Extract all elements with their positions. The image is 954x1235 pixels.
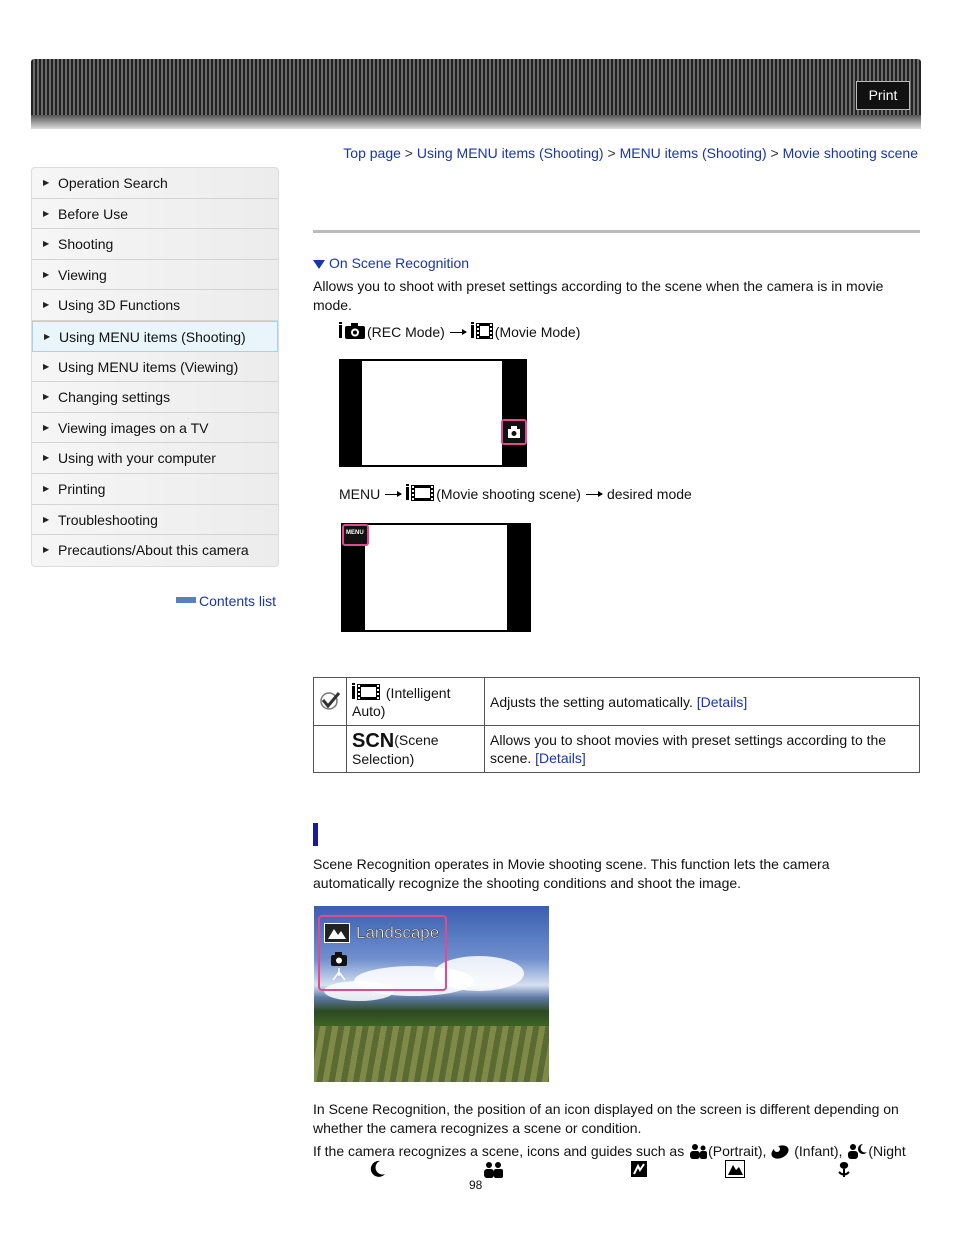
landscape-icon [324, 923, 350, 943]
intelligent-auto-icon [352, 683, 382, 701]
arrow-icon [385, 494, 401, 495]
table-row [314, 726, 920, 773]
mode-name-cell [347, 726, 485, 773]
sidebar-item-3d-functions[interactable] [32, 290, 278, 321]
sidebar-nav [31, 167, 279, 567]
step-menu-to-scene [339, 484, 692, 502]
sidebar-item-menu-viewing[interactable] [32, 352, 278, 383]
triangle-right-icon: ▶ [43, 208, 50, 218]
mode-desc: Allows you to shoot movies with preset settings according to the scene. [490, 732, 887, 766]
landscape-small-icon [725, 1160, 745, 1181]
mode-desc: Adjusts the setting automatically. [490, 693, 693, 710]
scene-recognition-text: Scene Recognition operates in Movie shooting scene. This function lets the camera automatically recognize the shooting conditions and shoot the image. [313, 856, 830, 891]
arrow-icon [586, 494, 602, 495]
contents-list-link[interactable] [176, 593, 276, 609]
camera-screen-menu [341, 523, 531, 632]
breadcrumb-separator: > [404, 145, 413, 161]
sidebar-item-viewing-tv[interactable] [32, 413, 278, 444]
camera-tripod-icon [329, 950, 351, 984]
triangle-right-icon: ▶ [43, 178, 50, 187]
sidebar-item-label: Viewing [58, 266, 107, 283]
checkmark-icon [319, 690, 341, 710]
triangle-right-icon: ▶ [43, 483, 50, 493]
camera-mode-button-icon [501, 419, 527, 445]
title-rule [313, 230, 920, 233]
recognize-text-part: If the camera recognizes a scene, icons and guides such as [313, 1143, 685, 1159]
triangle-right-icon: ▶ [43, 300, 50, 310]
details-link[interactable]: [Details] [696, 693, 748, 710]
on-scene-recognition-link[interactable] [313, 255, 469, 271]
portrait-icon [688, 1143, 708, 1159]
sidebar-item-label: Precautions/About this camera [58, 542, 249, 559]
sidebar-item-viewing[interactable] [32, 260, 278, 291]
landscape-photo [314, 906, 549, 1082]
sidebar-item-label: Printing [58, 480, 106, 497]
mode-desc-cell [485, 726, 920, 773]
sidebar-item-label: Using with your computer [58, 450, 216, 467]
infant-icon [770, 1143, 790, 1159]
triangle-right-icon: ▶ [43, 453, 50, 463]
recognize-text-part: (Night [868, 1143, 906, 1159]
recognize-text-part: (Infant), [794, 1143, 843, 1159]
movie-scene-icon [406, 484, 436, 502]
mode-name-line2: Auto) [352, 703, 386, 719]
contents-list-label: Contents list [199, 593, 277, 609]
sidebar-item-label: Viewing images on a TV [58, 419, 209, 436]
sidebar-item-label: Using MENU items (Shooting) [59, 328, 246, 345]
mode-desc-cell [485, 678, 920, 726]
night-portrait-icon [846, 1143, 868, 1159]
checkmark-cell [314, 726, 347, 773]
recognize-scene-text [313, 1142, 913, 1161]
landscape-label: Landscape [356, 923, 440, 942]
sidebar-item-operation-search[interactable] [32, 168, 278, 199]
breadcrumb-top-page[interactable]: Top page [343, 145, 401, 161]
sidebar-item-label: Changing settings [58, 389, 171, 406]
sidebar-item-label: Operation Search [58, 175, 168, 191]
breadcrumb-separator: > [607, 145, 616, 161]
breadcrumb-movie-shooting-scene[interactable]: Movie shooting scene [782, 145, 918, 161]
breadcrumb-using-menu-shooting[interactable]: Using MENU items (Shooting) [416, 145, 604, 161]
night-scene-icon [370, 1160, 386, 1181]
sidebar-item-label: Using MENU items (Viewing) [58, 358, 239, 375]
triangle-right-icon: ▶ [43, 269, 50, 279]
breadcrumb-separator: > [770, 145, 779, 161]
sidebar-item-label: Using 3D Functions [58, 297, 181, 314]
mode-name-line2: Selection) [352, 750, 415, 767]
camera-screen-rec-mode [339, 359, 527, 467]
sidebar-item-label: Shooting [58, 236, 114, 253]
scn-icon: SCN [352, 729, 395, 752]
details-link[interactable]: [Details] [535, 750, 586, 766]
movie-scene-label: (Movie shooting scene) [436, 486, 581, 502]
triangle-right-icon: ▶ [43, 239, 50, 249]
recognize-text-part: (Portrait), [708, 1143, 767, 1159]
sidebar-item-changing-settings[interactable] [32, 382, 278, 413]
page-header-banner [31, 59, 921, 129]
rec-mode-label: (REC Mode) [367, 324, 445, 340]
backlight-portrait-icon [482, 1160, 504, 1181]
sidebar-item-label: Before Use [58, 205, 129, 222]
sidebar-item-shooting[interactable] [32, 229, 278, 260]
triangle-right-icon: ▶ [44, 331, 51, 341]
triangle-right-icon: ▶ [43, 361, 50, 371]
mode-table [313, 677, 920, 773]
breadcrumb [343, 145, 918, 161]
triangle-down-icon [313, 260, 325, 269]
triangle-right-icon: ▶ [43, 514, 50, 524]
sidebar-item-precautions[interactable] [32, 535, 278, 566]
arrow-right-icon [176, 597, 196, 603]
print-button[interactable]: Print [856, 81, 910, 110]
sidebar-item-troubleshooting[interactable] [32, 505, 278, 536]
sidebar-item-printing[interactable] [32, 474, 278, 505]
movie-mode-icon [471, 322, 495, 340]
movie-mode-label: (Movie Mode) [494, 324, 581, 340]
rec-mode-icon [339, 322, 367, 340]
breadcrumb-menu-items-shooting[interactable]: MENU items (Shooting) [619, 145, 767, 161]
backlight-icon [630, 1160, 648, 1181]
triangle-right-icon: ▶ [43, 545, 50, 555]
sidebar-item-label: Troubleshooting [58, 511, 158, 528]
menu-button-text: MENU [346, 530, 364, 536]
sidebar-item-computer[interactable] [32, 443, 278, 474]
intro-text: Allows you to shoot with preset settings according to the scene when the camera is in movie mode. [313, 278, 884, 313]
sidebar-item-menu-shooting[interactable] [32, 321, 278, 352]
mode-name-line1: (Intelligent [385, 685, 451, 701]
triangle-right-icon: ▶ [43, 392, 50, 402]
step-rec-to-movie [339, 322, 580, 340]
arrow-icon [450, 332, 466, 333]
icon-position-text: In Scene Recognition, the position of an icon displayed on the screen is different depending on whether the camera recognizes a scene or condition. [313, 1101, 899, 1136]
section-heading-bar [313, 823, 318, 846]
sidebar-item-before-use[interactable] [32, 199, 278, 230]
mode-name-line1: (Scene [394, 731, 439, 748]
table-row [314, 678, 920, 726]
menu-button-icon [342, 524, 369, 546]
anchor-link-label: On Scene Recognition [329, 255, 470, 271]
checkmark-cell [314, 678, 347, 726]
page-number: 98 [469, 1178, 483, 1192]
triangle-right-icon: ▶ [43, 422, 50, 432]
macro-icon [835, 1160, 853, 1181]
menu-label: MENU [339, 486, 381, 502]
desired-mode-label: desired mode [606, 486, 692, 502]
mode-name-cell [347, 678, 485, 726]
